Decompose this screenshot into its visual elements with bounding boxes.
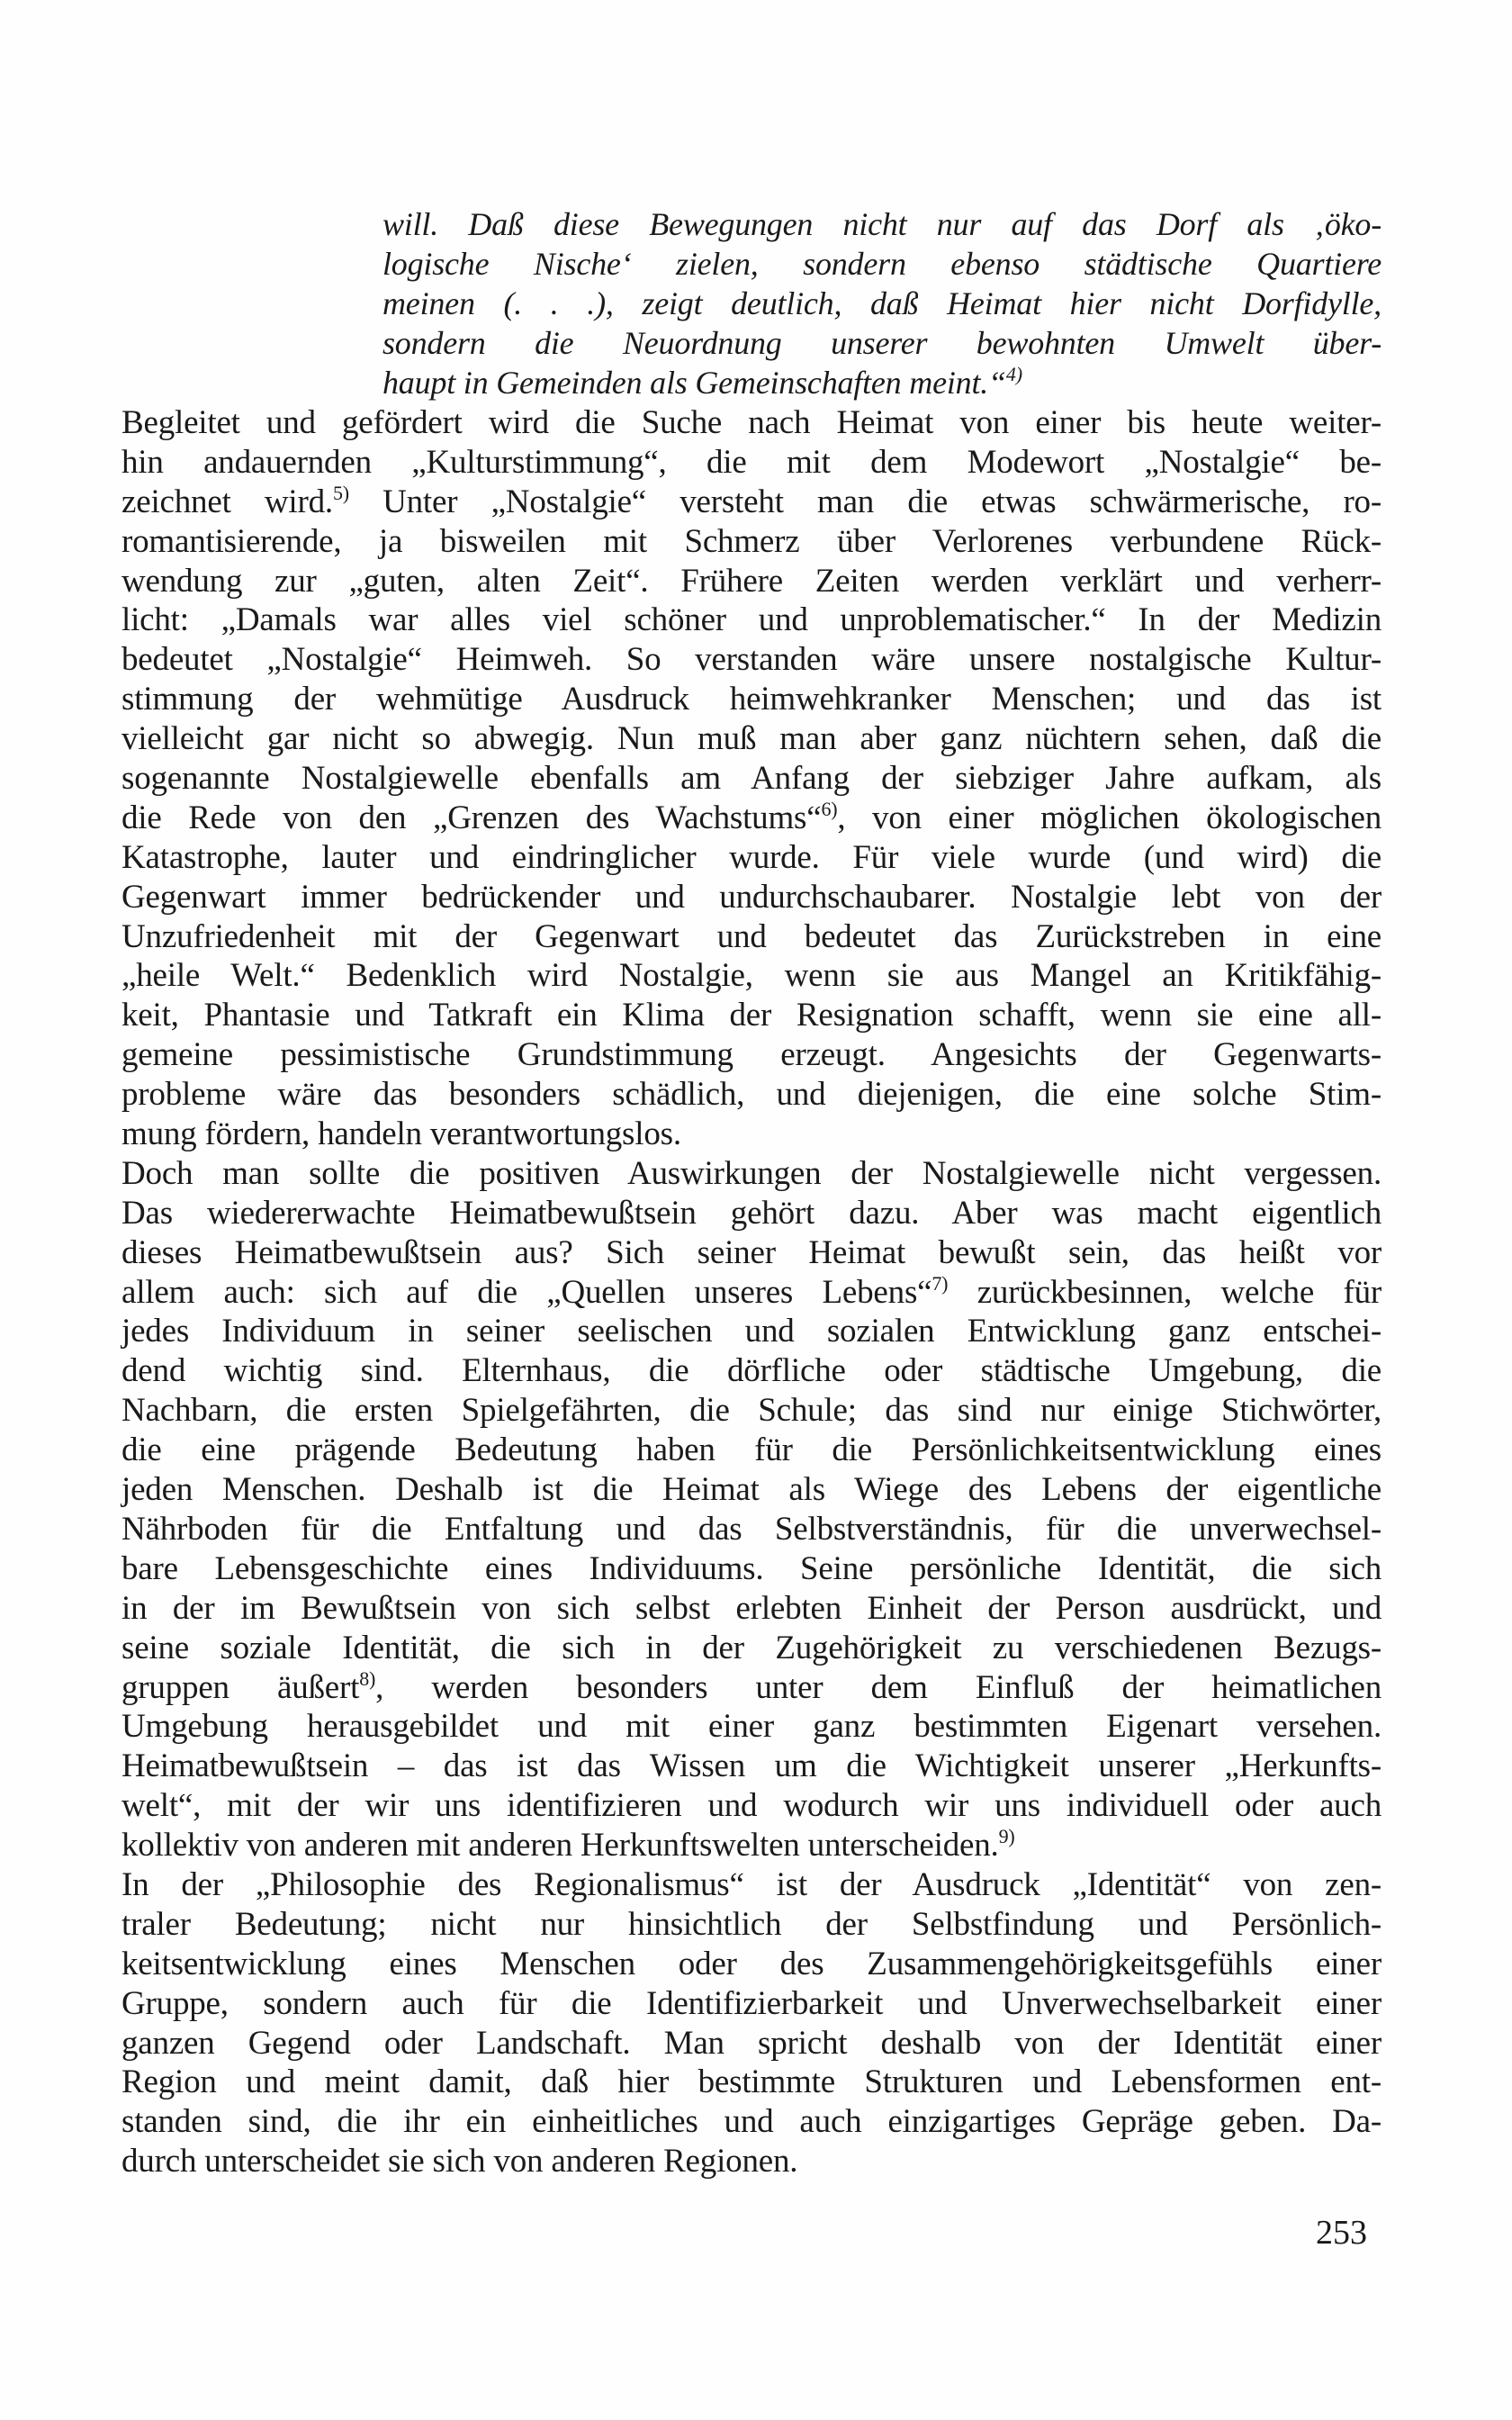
text-segment: die Rede von den „Grenzen des Wachstums“ bbox=[122, 799, 822, 836]
quote-line: sondern die Neuordnung unserer bewohnten Umwelt über- bbox=[382, 324, 1382, 361]
footnote-marker: 9) bbox=[998, 1825, 1015, 1848]
text-line: Gegenwart immer bedrückender und undurchschaubarer. Nostalgie lebt von der bbox=[122, 878, 1382, 916]
text-segment: , werden besonders unter dem Einfluß der heimatlichen bbox=[375, 1668, 1382, 1706]
text-line: seine soziale Identität, die sich in der Zugehörigkeit zu verschiedenen Bezugs- bbox=[122, 1629, 1382, 1666]
text-line: Unzufriedenheit mit der Gegenwart und bedeutet das Zurückstreben in eine bbox=[122, 917, 1382, 955]
text-line: stimmung der wehmütige Ausdruck heimwehkranker Menschen; und das ist bbox=[122, 681, 1382, 718]
text-line: In der „Philosophie des Regionalismus“ ist der Ausdruck „Identität“ von zen- bbox=[122, 1865, 1382, 1903]
quote-line: will. Daß diese Bewegungen nicht nur auf das Dorf als ‚öko- bbox=[382, 206, 1382, 242]
text-line bbox=[122, 1273, 1382, 1313]
text-line: Das wiedererwachte Heimatbewußtsein gehört dazu. Aber was macht eigentlich bbox=[122, 1194, 1382, 1232]
text-line: bare Lebensgeschichte eines Individuums. Seine persönliche Identität, die sich bbox=[122, 1549, 1382, 1587]
text-line bbox=[122, 483, 1382, 522]
text-line: Umgebung herausgebildet und mit einer ganz bestimmten Eigenart versehen. bbox=[122, 1708, 1382, 1746]
text-line: durch unterscheidet sie sich von anderen Regionen. bbox=[122, 2143, 798, 2181]
block-quote bbox=[382, 205, 1382, 402]
quote-line: meinen (. . .), zeigt deutlich, daß Heimat hier nicht Dorfidylle, bbox=[382, 284, 1382, 321]
text-line: keit, Phantasie und Tatkraft ein Klima der Resignation schafft, wenn sie eine all- bbox=[122, 997, 1382, 1034]
text-line: sogenannte Nostalgiewelle ebenfalls am Anfang der siebziger Jahre aufkam, als bbox=[122, 760, 1382, 798]
page-number: 253 bbox=[1316, 2214, 1367, 2252]
body-text bbox=[122, 403, 1382, 2181]
text-segment: , von einer möglichen ökologischen bbox=[837, 799, 1382, 836]
text-line: vielleicht gar nicht so abwegig. Nun muß man aber ganz nüchtern sehen, daß die bbox=[122, 720, 1382, 758]
text-line: Region und meint damit, daß hier bestimmte Strukturen und Lebensformen ent- bbox=[122, 2063, 1382, 2101]
text-segment: Unter „Nostalgie“ versteht man die etwas schwärmerische, ro- bbox=[348, 483, 1382, 520]
text-line: jedes Individuum in seiner seelischen und sozialen Entwicklung ganz entschei- bbox=[122, 1313, 1382, 1350]
quote-line: logische Nische‘ zielen, sondern ebenso städtische Quartiere bbox=[382, 245, 1382, 282]
text-line: „heile Welt.“ Bedenklich wird Nostalgie, wenn sie aus Mangel an Kritikfähig- bbox=[122, 957, 1382, 995]
text-line: Katastrophe, lauter und eindringlicher wurde. Für viele wurde (und wird) die bbox=[122, 838, 1382, 876]
text-segment: zeichnet wird. bbox=[122, 483, 333, 520]
footnote-marker: 7) bbox=[932, 1271, 949, 1295]
text-line: Nährboden für die Entfaltung und das Selbstverständnis, für die unverwechsel- bbox=[122, 1510, 1382, 1548]
text-segment: gruppen äußert bbox=[122, 1668, 360, 1706]
text-line: bedeutet „Nostalgie“ Heimweh. So verstanden wäre unsere nostalgische Kultur- bbox=[122, 641, 1382, 679]
text-line bbox=[122, 1826, 1382, 1865]
text-line: dend wichtig sind. Elternhaus, die dörfliche oder städtische Umgebung, die bbox=[122, 1352, 1382, 1390]
footnote-marker: 6) bbox=[821, 797, 838, 820]
text-segment: zurückbesinnen, welche für bbox=[948, 1273, 1382, 1311]
text-line: keitsentwicklung eines Menschen oder des Zusammengehörigkeitsgefühls einer bbox=[122, 1945, 1382, 1982]
text-line: jeden Menschen. Deshalb ist die Heimat als Wiege des Lebens der eigentliche bbox=[122, 1471, 1382, 1509]
text-line: traler Bedeutung; nicht nur hinsichtlich der Selbstfindung und Persönlich- bbox=[122, 1905, 1382, 1943]
text-segment: allem auch: sich auf die „Quellen unseres Lebens“ bbox=[122, 1273, 932, 1311]
text-line: Nachbarn, die ersten Spielgefährten, die Schule; das sind nur einige Stichwörter, bbox=[122, 1392, 1382, 1430]
text-line: hin andauernden „Kulturstimmung“, die mit dem Modewort „Nostalgie“ be- bbox=[122, 443, 1382, 481]
text-segment: kollektiv von anderen mit anderen Herkunftswelten unterscheiden. bbox=[122, 1827, 999, 1865]
footnote-marker: 5) bbox=[332, 481, 349, 504]
text-line: probleme wäre das besonders schädlich, und diejenigen, die eine solche Stim- bbox=[122, 1076, 1382, 1114]
text-line: Begleitet und gefördert wird die Suche nach Heimat von einer bis heute weiter- bbox=[122, 404, 1382, 441]
text-line: romantisierende, ja bisweilen mit Schmerz über Verlorenes verbundene Rück- bbox=[122, 522, 1382, 560]
text-line: Heimatbewußtsein – das ist das Wissen um die Wichtigkeit unserer „Herkunfts- bbox=[122, 1747, 1382, 1785]
text-line: welt“, mit der wir uns identifizieren und wodurch wir uns individuell oder auch bbox=[122, 1787, 1382, 1825]
text-line: Gruppe, sondern auch für die Identifizierbarkeit und Unverwechselbarkeit einer bbox=[122, 1984, 1382, 2022]
text-line: Doch man sollte die positiven Auswirkungen der Nostalgiewelle nicht vergessen. bbox=[122, 1154, 1382, 1192]
quote-line-text: haupt in Gemeinden als Gemeinschaften meint.“ bbox=[382, 364, 1006, 401]
text-line: gemeine pessimistische Grundstimmung erzeugt. Angesichts der Gegenwarts- bbox=[122, 1036, 1382, 1074]
text-line: mung fördern, handeln verantwortungslos. bbox=[122, 1115, 681, 1153]
quote-line bbox=[382, 364, 1382, 403]
footnote-marker: 4) bbox=[1005, 362, 1022, 385]
text-line bbox=[122, 1668, 1382, 1708]
footnote-marker: 8) bbox=[359, 1666, 376, 1690]
text-line: dieses Heimatbewußtsein aus? Sich seiner Heimat bewußt sein, das heißt vor bbox=[122, 1233, 1382, 1271]
text-line: in der im Bewußtsein von sich selbst erlebten Einheit der Person ausdrückt, und bbox=[122, 1589, 1382, 1627]
text-line: die eine prägende Bedeutung haben für die Persönlichkeitsentwicklung eines bbox=[122, 1431, 1382, 1469]
text-line bbox=[122, 799, 1382, 838]
text-line: standen sind, die ihr ein einheitliches und auch einzigartiges Gepräge geben. Da- bbox=[122, 2103, 1382, 2141]
text-line: wendung zur „guten, alten Zeit“. Frühere Zeiten werden verklärt und verherr- bbox=[122, 562, 1382, 600]
text-line: ganzen Gegend oder Landschaft. Man spricht deshalb von der Identität einer bbox=[122, 2024, 1382, 2062]
text-line: licht: „Damals war alles viel schöner und unproblematischer.“ In der Medizin bbox=[122, 601, 1382, 639]
